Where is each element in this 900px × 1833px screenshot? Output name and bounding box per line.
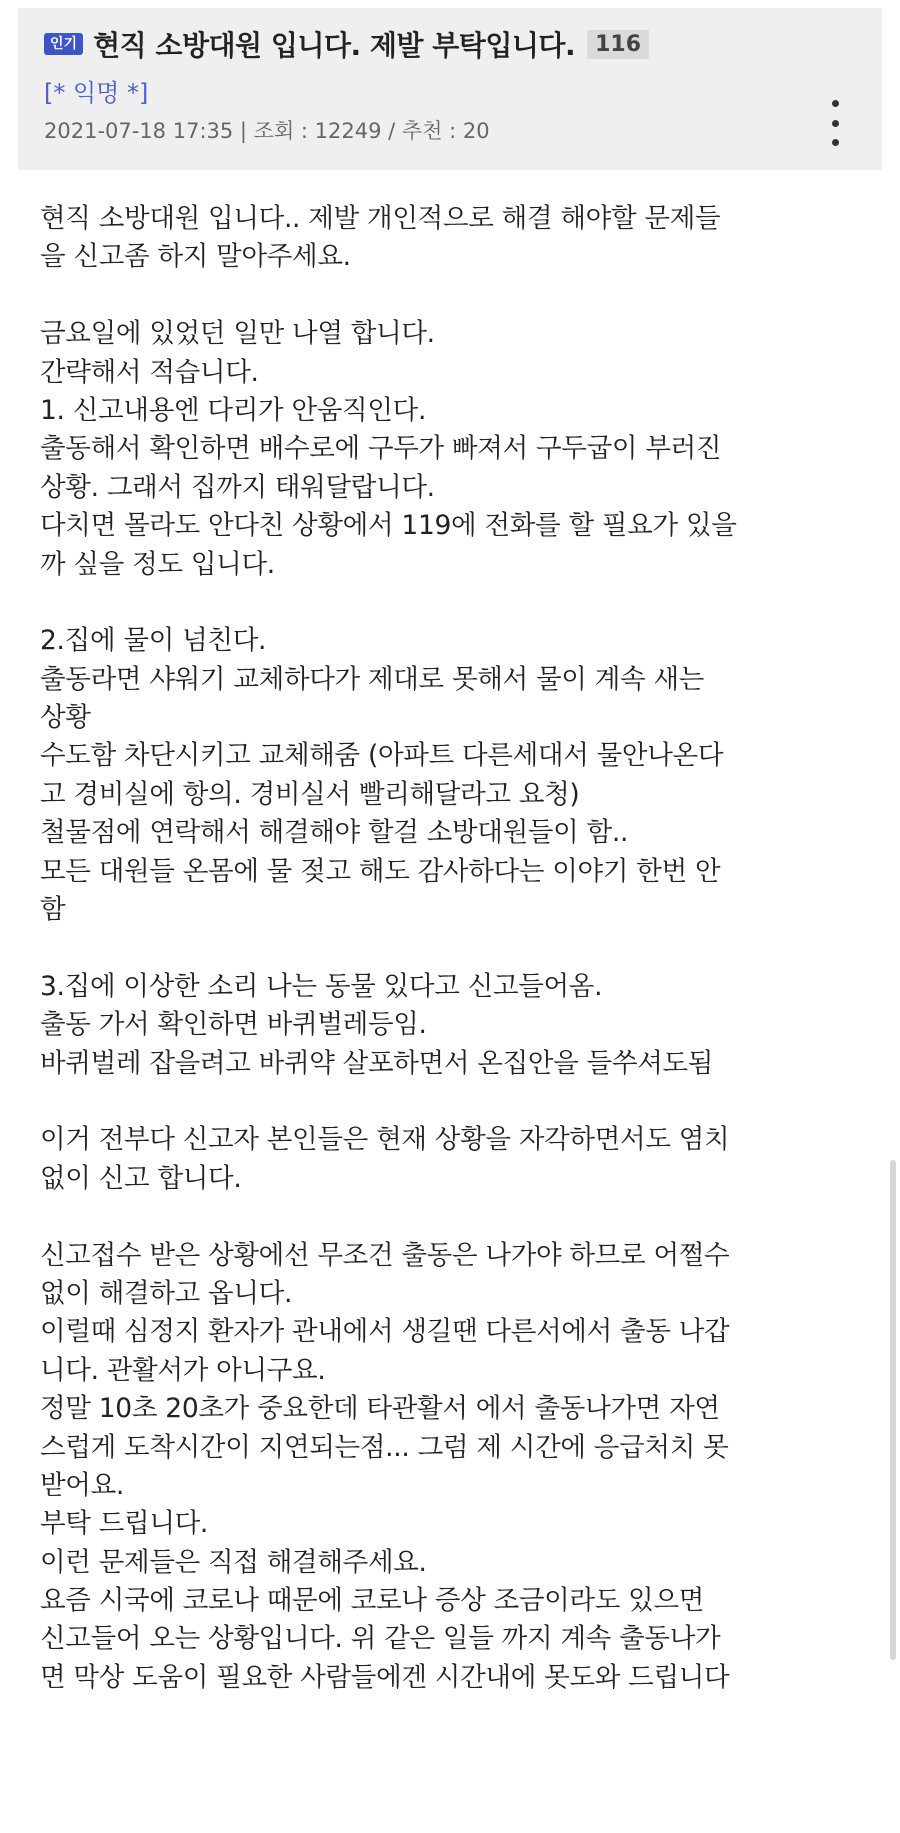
body-line: 모든 대원들 온몸에 물 젖고 해도 감사하다는 이야기 한번 안 [40, 855, 721, 887]
body-line: 출동해서 확인하면 배수로에 구두가 빠져서 구두굽이 부러진 [40, 433, 722, 465]
post-body [40, 200, 870, 1697]
body-line: 부탁 드립니다. [40, 1508, 209, 1540]
body-line: 상황 [40, 702, 91, 734]
body-line: 을 신고좀 하지 말아주세요. [40, 241, 351, 273]
body-line: 면 막상 도움이 필요한 사람들에겐 시간내에 못도와 드립니다 [40, 1661, 730, 1693]
post-title: 현직 소방대원 입니다. 제발 부탁입니다. [93, 29, 576, 62]
body-line: 바퀴벌레 잡을려고 바퀴약 살포하면서 온집안을 들쑤셔도됨 [40, 1047, 714, 1079]
body-line: 고 경비실에 항의. 경비실서 빨리해달라고 요청) [40, 778, 580, 810]
body-line: 신고들어 오는 상황입니다. 위 같은 일들 까지 계속 출동나가 [40, 1623, 721, 1655]
body-line [40, 929, 870, 967]
author-link[interactable]: [* 익명 *] [44, 79, 149, 107]
body-line: 출동라면 샤워기 교체하다가 제대로 못해서 물이 계속 새는 [40, 663, 705, 695]
body-line: 이런 문제들은 직접 해결해주세요. [40, 1546, 427, 1578]
more-dot [832, 120, 839, 127]
more-options-icon[interactable] [830, 100, 840, 146]
body-line: 철물점에 연락해서 해결해야 할걸 소방대원들이 함.. [40, 817, 629, 849]
popular-badge: 인기 [44, 33, 83, 55]
post-header [18, 8, 882, 170]
body-line: 없이 해결하고 옵니다. [40, 1277, 293, 1309]
body-line: 정말 10초 20초가 중요한데 타관활서 에서 출동나가면 자연 [40, 1393, 720, 1425]
body-line: 스럽게 도착시간이 지연되는점... 그럼 제 시간에 응급처치 못 [40, 1431, 729, 1463]
body-line: 다치면 몰라도 안다친 상황에서 119에 전화를 할 필요가 있을 [40, 510, 737, 542]
body-line: 금요일에 있었던 일만 나열 합니다. [40, 318, 435, 350]
title-row [44, 24, 860, 64]
body-line: 받어요. [40, 1469, 125, 1501]
body-line [40, 584, 870, 622]
body-line: 간략해서 적습니다. [40, 356, 259, 388]
body-line: 요즘 시국에 코로나 때문에 코로나 증상 조금이라도 있으면 [40, 1585, 705, 1617]
body-line: 수도함 차단시키고 교체해줌 (아파트 다른세대서 물안나온다 [40, 740, 724, 772]
more-dot [832, 139, 839, 146]
body-line: 이럴때 심정지 환자가 관내에서 생길땐 다른서에서 출동 나갑 [40, 1316, 730, 1348]
scrollbar[interactable] [890, 1160, 896, 1660]
more-dot [832, 100, 839, 107]
body-line: 없이 신고 합니다. [40, 1162, 242, 1194]
body-line: 3.집에 이상한 소리 나는 동물 있다고 신고들어옴. [40, 970, 603, 1002]
comment-count-badge[interactable]: 116 [587, 30, 649, 59]
body-line: 함 [40, 894, 66, 926]
post-meta: 2021-07-18 17:35 | 조회 : 12249 / 추천 : 20 [44, 119, 490, 143]
body-line: 1. 신고내용엔 다리가 안움직인다. [40, 394, 427, 426]
body-line [40, 277, 870, 315]
body-line: 니다. 관활서가 아니구요. [40, 1354, 326, 1386]
body-line: 현직 소방대원 입니다.. 제발 개인적으로 해결 해야할 문제들 [40, 203, 721, 234]
body-line: 신고접수 받은 상황에선 무조건 출동은 나가야 하므로 어쩔수 [40, 1239, 730, 1271]
body-line [40, 1198, 870, 1236]
body-line: 이거 전부다 신고자 본인들은 현재 상황을 자각하면서도 염치 [40, 1124, 730, 1156]
body-line: 출동 가서 확인하면 바퀴벌레등임. [40, 1009, 427, 1041]
body-line: 2.집에 물이 넘친다. [40, 625, 267, 657]
body-line [40, 1083, 870, 1121]
body-line: 상황. 그래서 집까지 태워달랍니다. [40, 471, 435, 503]
body-line: 까 싶을 정도 입니다. [40, 548, 275, 580]
